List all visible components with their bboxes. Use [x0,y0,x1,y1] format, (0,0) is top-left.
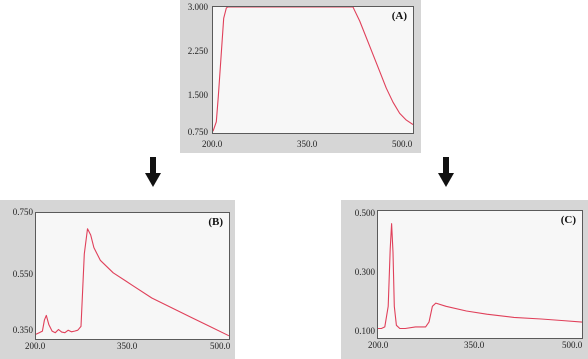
y-tick-label: 3.000 [187,2,208,12]
x-tick-label: 200.0 [202,139,223,149]
series-line [36,229,229,336]
x-tick-label: 350.0 [464,340,485,350]
x-tick-label: 350.0 [117,341,138,351]
y-tick-label: 1.500 [187,90,208,100]
chart-svg [378,211,582,338]
x-tick-label: 500.0 [562,340,583,350]
y-tick-label: 0.300 [354,267,375,277]
x-tick-label: 500.0 [210,341,231,351]
series-line [213,7,413,131]
chart-svg [36,213,229,339]
x-tick-label: 350.0 [297,139,318,149]
plot-area [212,6,414,134]
y-tick-label: 0.100 [354,326,375,336]
panel-label: (C) [560,214,576,226]
y-tick-label: 0.550 [12,269,33,279]
y-tick-label: 0.350 [12,325,33,335]
plot-area [377,210,583,339]
panel-label: (B) [208,216,223,228]
x-tick-label: 200.0 [25,341,46,351]
plot-area [35,212,230,340]
y-tick-label: 0.500 [354,208,375,218]
series-line [378,224,582,329]
x-tick-label: 500.0 [392,139,413,149]
y-tick-label: 0.750 [12,207,33,217]
arrow-down-left-icon [145,157,161,187]
chart-panel-c [341,200,588,359]
y-tick-label: 2.250 [187,46,208,56]
arrow-down-right-icon [438,157,454,187]
panel-label: (A) [391,10,407,22]
x-tick-label: 200.0 [368,340,389,350]
y-tick-label: 0.750 [187,127,208,137]
chart-panel-b [0,200,235,359]
chart-svg [213,7,413,133]
chart-panel-a [180,0,421,153]
